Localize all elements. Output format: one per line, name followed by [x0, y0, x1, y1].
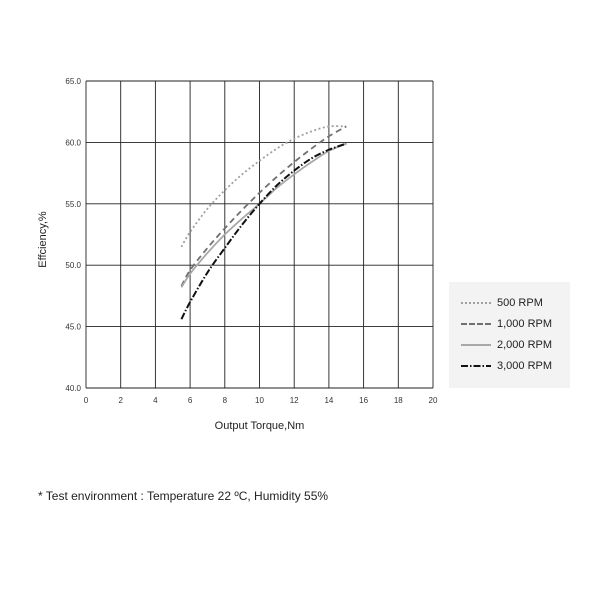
legend-item-3000 [461, 358, 552, 374]
x-tick-label: 10 [255, 396, 264, 405]
y-axis-label: Effciency,% [37, 211, 49, 268]
y-tick-label: 50.0 [65, 261, 81, 271]
legend-label: 2,000 RPM [497, 339, 553, 351]
y-tick-label: 45.0 [65, 322, 81, 332]
x-tick-label: 18 [393, 396, 403, 405]
y-tick-label: 55.0 [65, 199, 81, 209]
series-line-3 [181, 144, 346, 288]
x-tick-label: 16 [359, 396, 369, 405]
legend [449, 282, 570, 388]
x-axis-label: Output Torque,Nm [214, 420, 305, 432]
legend-label: 500 RPM [497, 297, 543, 309]
x-tick-label: 0 [83, 396, 89, 405]
legend-swatch [461, 344, 491, 346]
grid [86, 81, 433, 388]
footnote: * Test environment : Temperature 22 ºC, Humidity 55% [38, 489, 329, 503]
series-line-4 [181, 144, 346, 320]
legend-swatch [461, 323, 491, 325]
series-line-1 [181, 126, 346, 247]
x-tick-labels [84, 396, 438, 405]
legend-swatch [461, 364, 491, 368]
y-tick-label: 60.0 [65, 138, 81, 148]
x-tick-label: 20 [428, 396, 438, 405]
x-tick-label: 4 [153, 396, 158, 405]
x-tick-label: 12 [289, 396, 299, 405]
legend-item-1000 [461, 316, 552, 332]
legend-item-2000 [461, 337, 552, 353]
y-tick-labels [65, 77, 81, 393]
series-line-2 [181, 126, 346, 286]
y-tick-label: 40.0 [65, 384, 81, 393]
legend-swatch [461, 302, 491, 304]
y-tick-label: 65.0 [65, 77, 81, 86]
x-tick-label: 14 [324, 396, 334, 405]
series-group [181, 126, 346, 319]
legend-item-500 [461, 295, 543, 311]
legend-label: 3,000 RPM [497, 360, 553, 372]
x-tick-label: 8 [222, 396, 228, 405]
legend-label: 1,000 RPM [497, 318, 553, 330]
x-tick-label: 6 [187, 396, 193, 405]
x-tick-label: 2 [118, 396, 123, 405]
